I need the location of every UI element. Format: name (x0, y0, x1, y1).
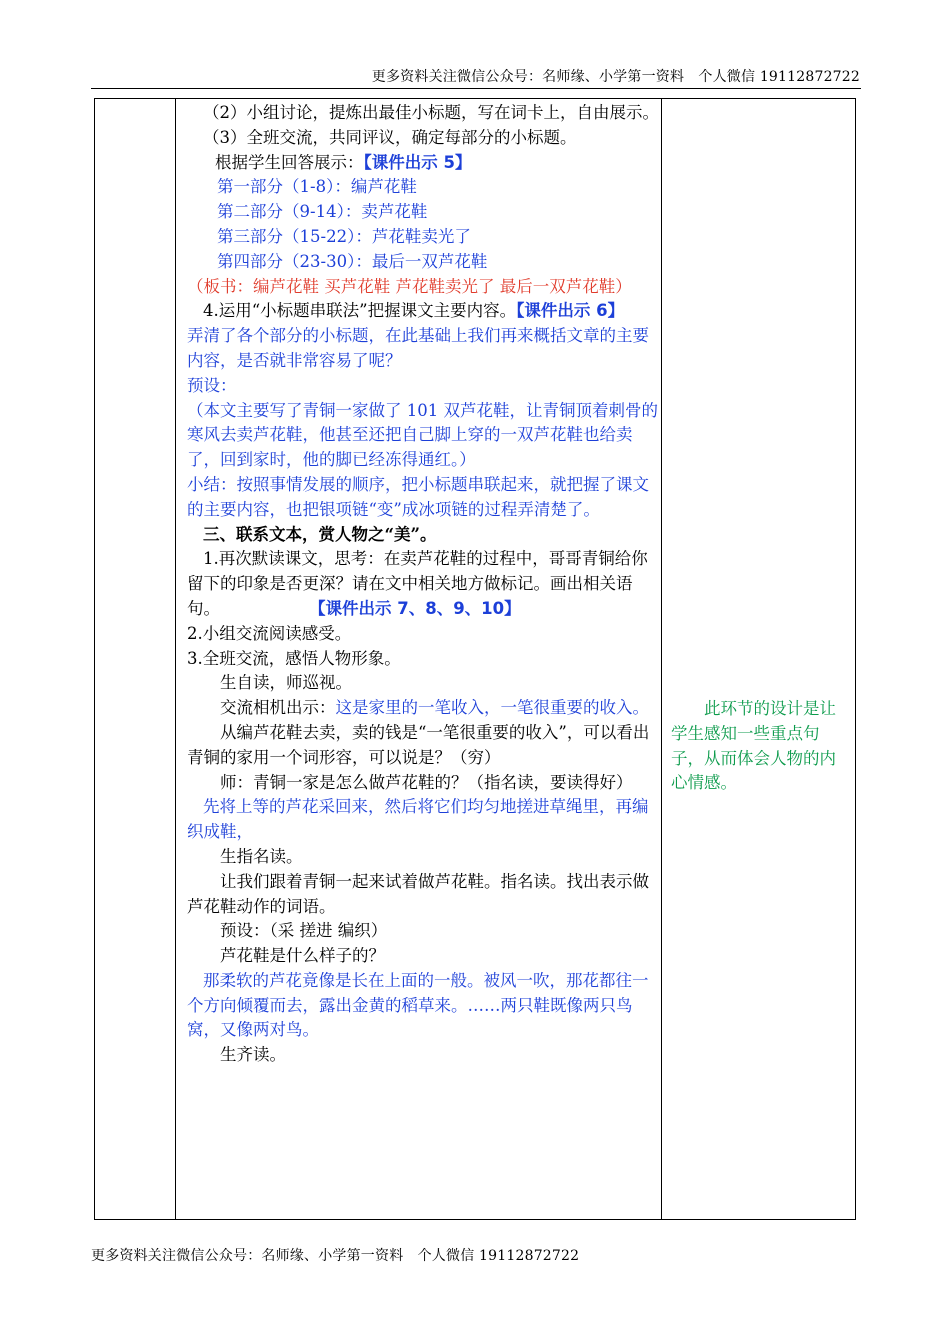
step-line: （2）小组讨论，提炼出最佳小标题，写在词卡上，自由展示。 (203, 103, 659, 122)
step-line: 2.小组交流阅读感受。 (187, 623, 352, 643)
part-title: 第一部分（1-8）：编芦花鞋 (217, 177, 417, 197)
step-text: 根据学生回答展示： (215, 152, 364, 172)
step-line (187, 151, 661, 176)
quoted-text: 这是家里的一笔收入，一笔很重要的收入。 (335, 698, 649, 718)
board-note: （板书：编芦花鞋 买芦花鞋 芦花鞋卖光了 最后一双芦花鞋） (187, 276, 632, 296)
slide-reference: 【课件出示 6】 (516, 301, 625, 321)
design-note (671, 697, 847, 796)
step-line: 生齐读。 (220, 1045, 286, 1065)
quoted-text: 先将上等的芦花采回来，然后将它们均匀地搓进草绳里，再编织成鞋， (187, 797, 649, 842)
step-line: 3.全班交流，感悟人物形象。 (187, 648, 401, 668)
step-line: （3）全班交流，共同评议，确定每部分的小标题。 (203, 127, 577, 147)
step-line (187, 299, 661, 324)
lesson-table (94, 98, 856, 1220)
slide-reference: 【课件出示 5】 (363, 152, 472, 172)
preset-label: 预设： (187, 375, 237, 395)
section-heading: 三、联系文本，赏人物之“美”。 (203, 524, 437, 544)
page-header: 更多资料关注微信公众号：名师缘、小学第一资料 个人微信 19112872722 (371, 69, 860, 85)
design-note-text: 此环节的设计是让学生感知一些重点句子，从而体会人物的内心情感。 (671, 699, 836, 793)
slide-reference: 【课件出示 7、8、9、10】 (309, 598, 521, 618)
question: 弄清了各个部分的小标题，在此基础上我们再来概括文章的主要内容，是否就非常容易了呢？ (187, 326, 649, 370)
header-divider (91, 88, 861, 89)
preset-answer: （本文主要写了青铜一家做了 101 双芦花鞋，让青铜顶着刺骨的寒风去卖芦花鞋，他甚至还把自己脚上穿的一双芦花鞋也给卖了，回到家时，他的脚已经冻得通红。） (187, 400, 658, 470)
quoted-text: 那柔软的芦花竟像是长在上面的一般。被风一吹，那花都往一个方向倾覆而去，露出金黄的稻草来。……两只鞋既像两只鸟窝，又像两对鸟。 (187, 970, 649, 1040)
step-line: 生指名读。 (220, 846, 303, 866)
part-title: 第三部分（15-22）：芦花鞋卖光了 (217, 226, 471, 246)
part-title: 第四部分（23-30）：最后一双芦花鞋 (217, 251, 488, 271)
step-text: 交流相机出示： (220, 698, 336, 718)
step-line: 预设：（采 搓进 编织） (220, 921, 388, 941)
step-line: 生自读，师巡视。 (220, 673, 352, 693)
summary: 小结：按照事情发展的顺序，把小标题串联起来，就把握了课文的主要内容，也把银项链“变”成冰项链的过程弄清楚了。 (187, 474, 649, 519)
page-footer: 更多资料关注微信公众号：名师缘、小学第一资料 个人微信 19112872722 (91, 1248, 580, 1264)
step-line: 芦花鞋是什么样子的？ (220, 946, 385, 966)
step-text: 4.运用“小标题串联法”把握课文主要内容。 (203, 301, 517, 321)
step-line: 从编芦花鞋去卖，卖的钱是“一笔很重要的收入”，可以看出青铜的家用一个词形容，可以说是？（穷） (187, 722, 650, 767)
column-divider-2 (661, 99, 662, 1219)
lesson-content (187, 101, 661, 1068)
step-line (187, 696, 661, 721)
part-title: 第二部分（9-14）：卖芦花鞋 (217, 202, 428, 222)
step-line: 师：青铜一家是怎么做芦花鞋的？（指名读，要读得好） (220, 772, 633, 792)
column-divider-1 (175, 99, 176, 1219)
step-line: 1.再次默读课文，思考：在卖芦花鞋的过程中，哥哥青铜给你留下的印象是否更深？请在文中相关地方做标记。画出相关语句。 (187, 549, 648, 618)
step-line: 让我们跟着青铜一起来试着做芦花鞋。指名读。找出表示做芦花鞋动作的词语。 (187, 871, 649, 916)
